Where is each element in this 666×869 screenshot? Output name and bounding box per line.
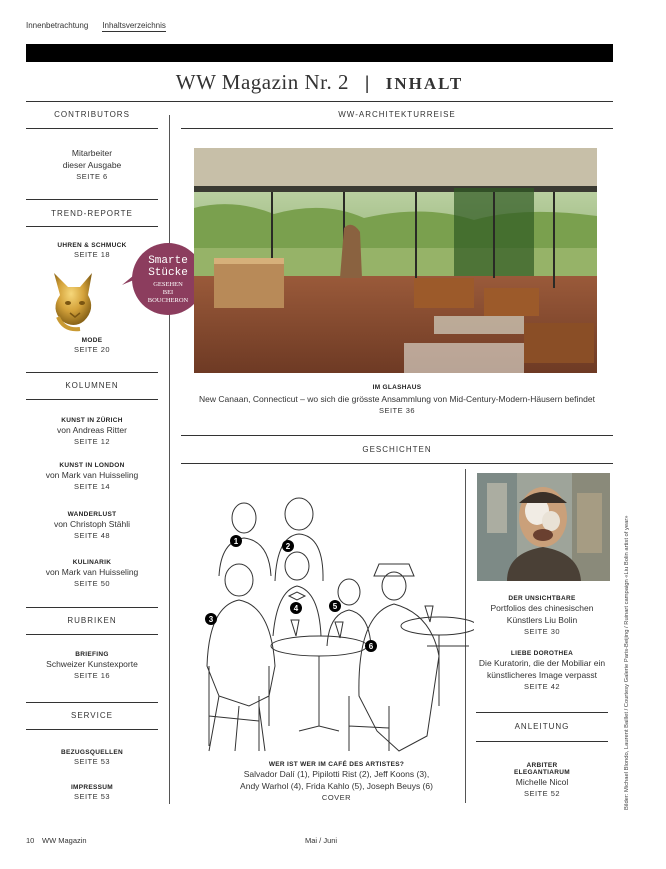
entry-category: KUNST IN LONDON [59,462,125,469]
divider [26,702,158,703]
contributors-heading: CONTRIBUTORS [54,110,130,119]
photo-credit-text: Bilder: Michael Blondo, Laurent Baillet / Courtesy Galerie Paris-Beijing / Ruinart campaign «Liu Bolin artist of year» [624,515,630,810]
kolumne-entry[interactable] [26,417,158,446]
entry-category: ELEGANTIARUM [514,769,570,776]
entry-page: SEITE 48 [73,531,111,540]
entry-page: SEITE 53 [73,792,111,801]
entry-category: KULINARIK [72,559,112,566]
figure-number: 1 [233,537,239,546]
entry-page: SEITE 14 [73,482,111,491]
title-rule [26,101,613,102]
figure-number: 5 [332,602,338,611]
entry-category: DER UNSICHTBARE [508,595,576,602]
footer-issue-date: Mai / Juni [305,836,338,845]
header-black-bar [26,44,613,62]
entry-category: WER IST WER IM CAFÉ DES ARTISTES? [268,761,405,768]
entry-block [476,762,608,798]
entry-text: von Andreas Ritter [57,425,127,435]
entry-page: COVER [321,793,352,802]
entry-text: Salvador Dalí (1), Pipilotti Rist (2), Jeff Koons (3), [243,769,430,779]
entry-page: SEITE 18 [73,250,111,259]
gold-fox-ring-image [40,265,108,333]
entry-text: künstlicheres Image verpasst [486,670,598,680]
cafe-entry[interactable] [199,761,474,802]
badge-text: Smarte [148,255,188,267]
impressum-entry[interactable] [26,784,158,801]
figure-number: 4 [293,604,299,613]
kolumne-entry[interactable] [26,559,158,588]
entry-block [476,595,608,636]
entry-page: SEITE 16 [73,671,111,680]
entry-text: Mitarbeiter [71,148,113,158]
entry-text: Portfolios des chinesischen [490,603,594,613]
entry-category: BRIEFING [75,651,109,658]
entry-page: SEITE 6 [76,172,108,181]
divider [476,741,608,742]
glass-house-photo[interactable] [194,148,597,373]
divider [181,463,613,464]
entry-text: Schweizer Kunstexporte [46,659,138,669]
anleitung-heading: ANLEITUNG [514,722,570,731]
divider [26,199,158,200]
unsichtbare-entry[interactable] [476,595,608,636]
entry-category: IMPRESSUM [70,784,114,791]
column-divider [169,115,170,804]
bezugsquellen-entry[interactable] [26,749,158,766]
kolumnen-heading: KOLUMNEN [65,381,119,390]
mode-entry[interactable] [26,337,158,354]
divider [476,712,608,713]
contributors-entry[interactable] [26,147,158,181]
entry-page: SEITE 42 [523,682,561,691]
dorothea-entry[interactable] [476,650,608,691]
geschichten-heading: GESCHICHTEN [362,445,432,454]
trend-heading: TREND-REPORTE [51,209,133,218]
figure-number: 2 [285,542,291,551]
entry-text: dieser Ausgabe [62,160,122,170]
entry-text: Künstlers Liu Bolin [506,615,578,625]
divider [26,372,158,373]
arbiter-entry[interactable] [476,762,608,798]
entry-text: Andy Warhol (4), Frida Kahlo (5), Joseph Beuys (6) [240,781,433,791]
divider [26,729,158,730]
kolumne-entry[interactable] [26,511,158,540]
entry-page: SEITE 36 [378,406,416,415]
top-navigation [26,21,166,32]
badge-text: BEI [162,289,174,296]
cafe-des-artistes-illustration[interactable] [199,496,474,758]
glashaus-entry[interactable] [181,384,613,415]
service-heading: SERVICE [71,711,113,720]
magazine-name: WW Magazin Nr. 2 [175,70,350,94]
entry-text: von Christoph Stähli [53,519,131,529]
badge-text: BOUCHERON [147,297,189,304]
footer-page-number: 10 [26,836,35,845]
divider [26,399,158,400]
entry-page: SEITE 30 [523,627,561,636]
entry-category: UHREN & SCHMUCK [57,242,127,249]
entry-category: BEZUGSQUELLEN [60,749,124,756]
figure-number: 6 [368,642,374,651]
entry-category: LIEBE DOROTHEA [510,650,574,657]
section-title: INHALT [385,74,464,93]
entry-page: SEITE 20 [73,345,111,354]
entry-text: Die Kuratorin, die der Mobiliar ein [478,658,606,668]
entry-page: SEITE 12 [73,437,111,446]
divider [181,435,613,436]
entry-category: WANDERLUST [67,511,117,518]
divider [26,226,158,227]
entry-text: von Mark van Huisseling [45,567,139,577]
smarte-stuecke-badge[interactable] [118,237,206,325]
entry-category: MODE [81,337,103,344]
divider [26,128,158,129]
divider [26,607,158,608]
nav-item-innenbetrachtung[interactable]: Innenbetrachtung [26,21,89,30]
entry-page: SEITE 53 [73,757,111,766]
divider [181,128,613,129]
entry-text: New Canaan, Connecticut – wo sich die grösste Ansammlung von Mid-Century-Modern-Häusern befindet [199,394,595,404]
divider [26,634,158,635]
entry-block [476,650,608,691]
rubriken-heading: RUBRIKEN [67,616,117,625]
entry-category: KUNST IN ZÜRICH [61,417,123,424]
entry-text: Michelle Nicol [515,777,569,787]
photo-credit [622,470,638,810]
liu-bolin-portrait[interactable] [477,473,610,581]
entry-page: SEITE 52 [523,789,561,798]
badge-text: GESEHEN [153,281,183,288]
footer-magazine-name: WW Magazin [42,836,87,845]
briefing-entry[interactable] [26,651,158,680]
entry-category: ARBITER [526,762,558,769]
kolumne-entry[interactable] [26,462,158,491]
title-separator: | [364,73,370,93]
magazine-title [26,70,613,95]
badge-text: Stücke [148,267,188,279]
figure-number: 3 [208,615,214,624]
nav-item-inhaltsverzeichnis[interactable]: Inhaltsverzeichnis [102,21,166,30]
entry-category: IM GLASHAUS [372,384,422,391]
architekturreise-heading: WW-ARCHITEKTURREISE [338,110,456,119]
entry-page: SEITE 50 [73,579,111,588]
entry-text: von Mark van Huisseling [45,470,139,480]
